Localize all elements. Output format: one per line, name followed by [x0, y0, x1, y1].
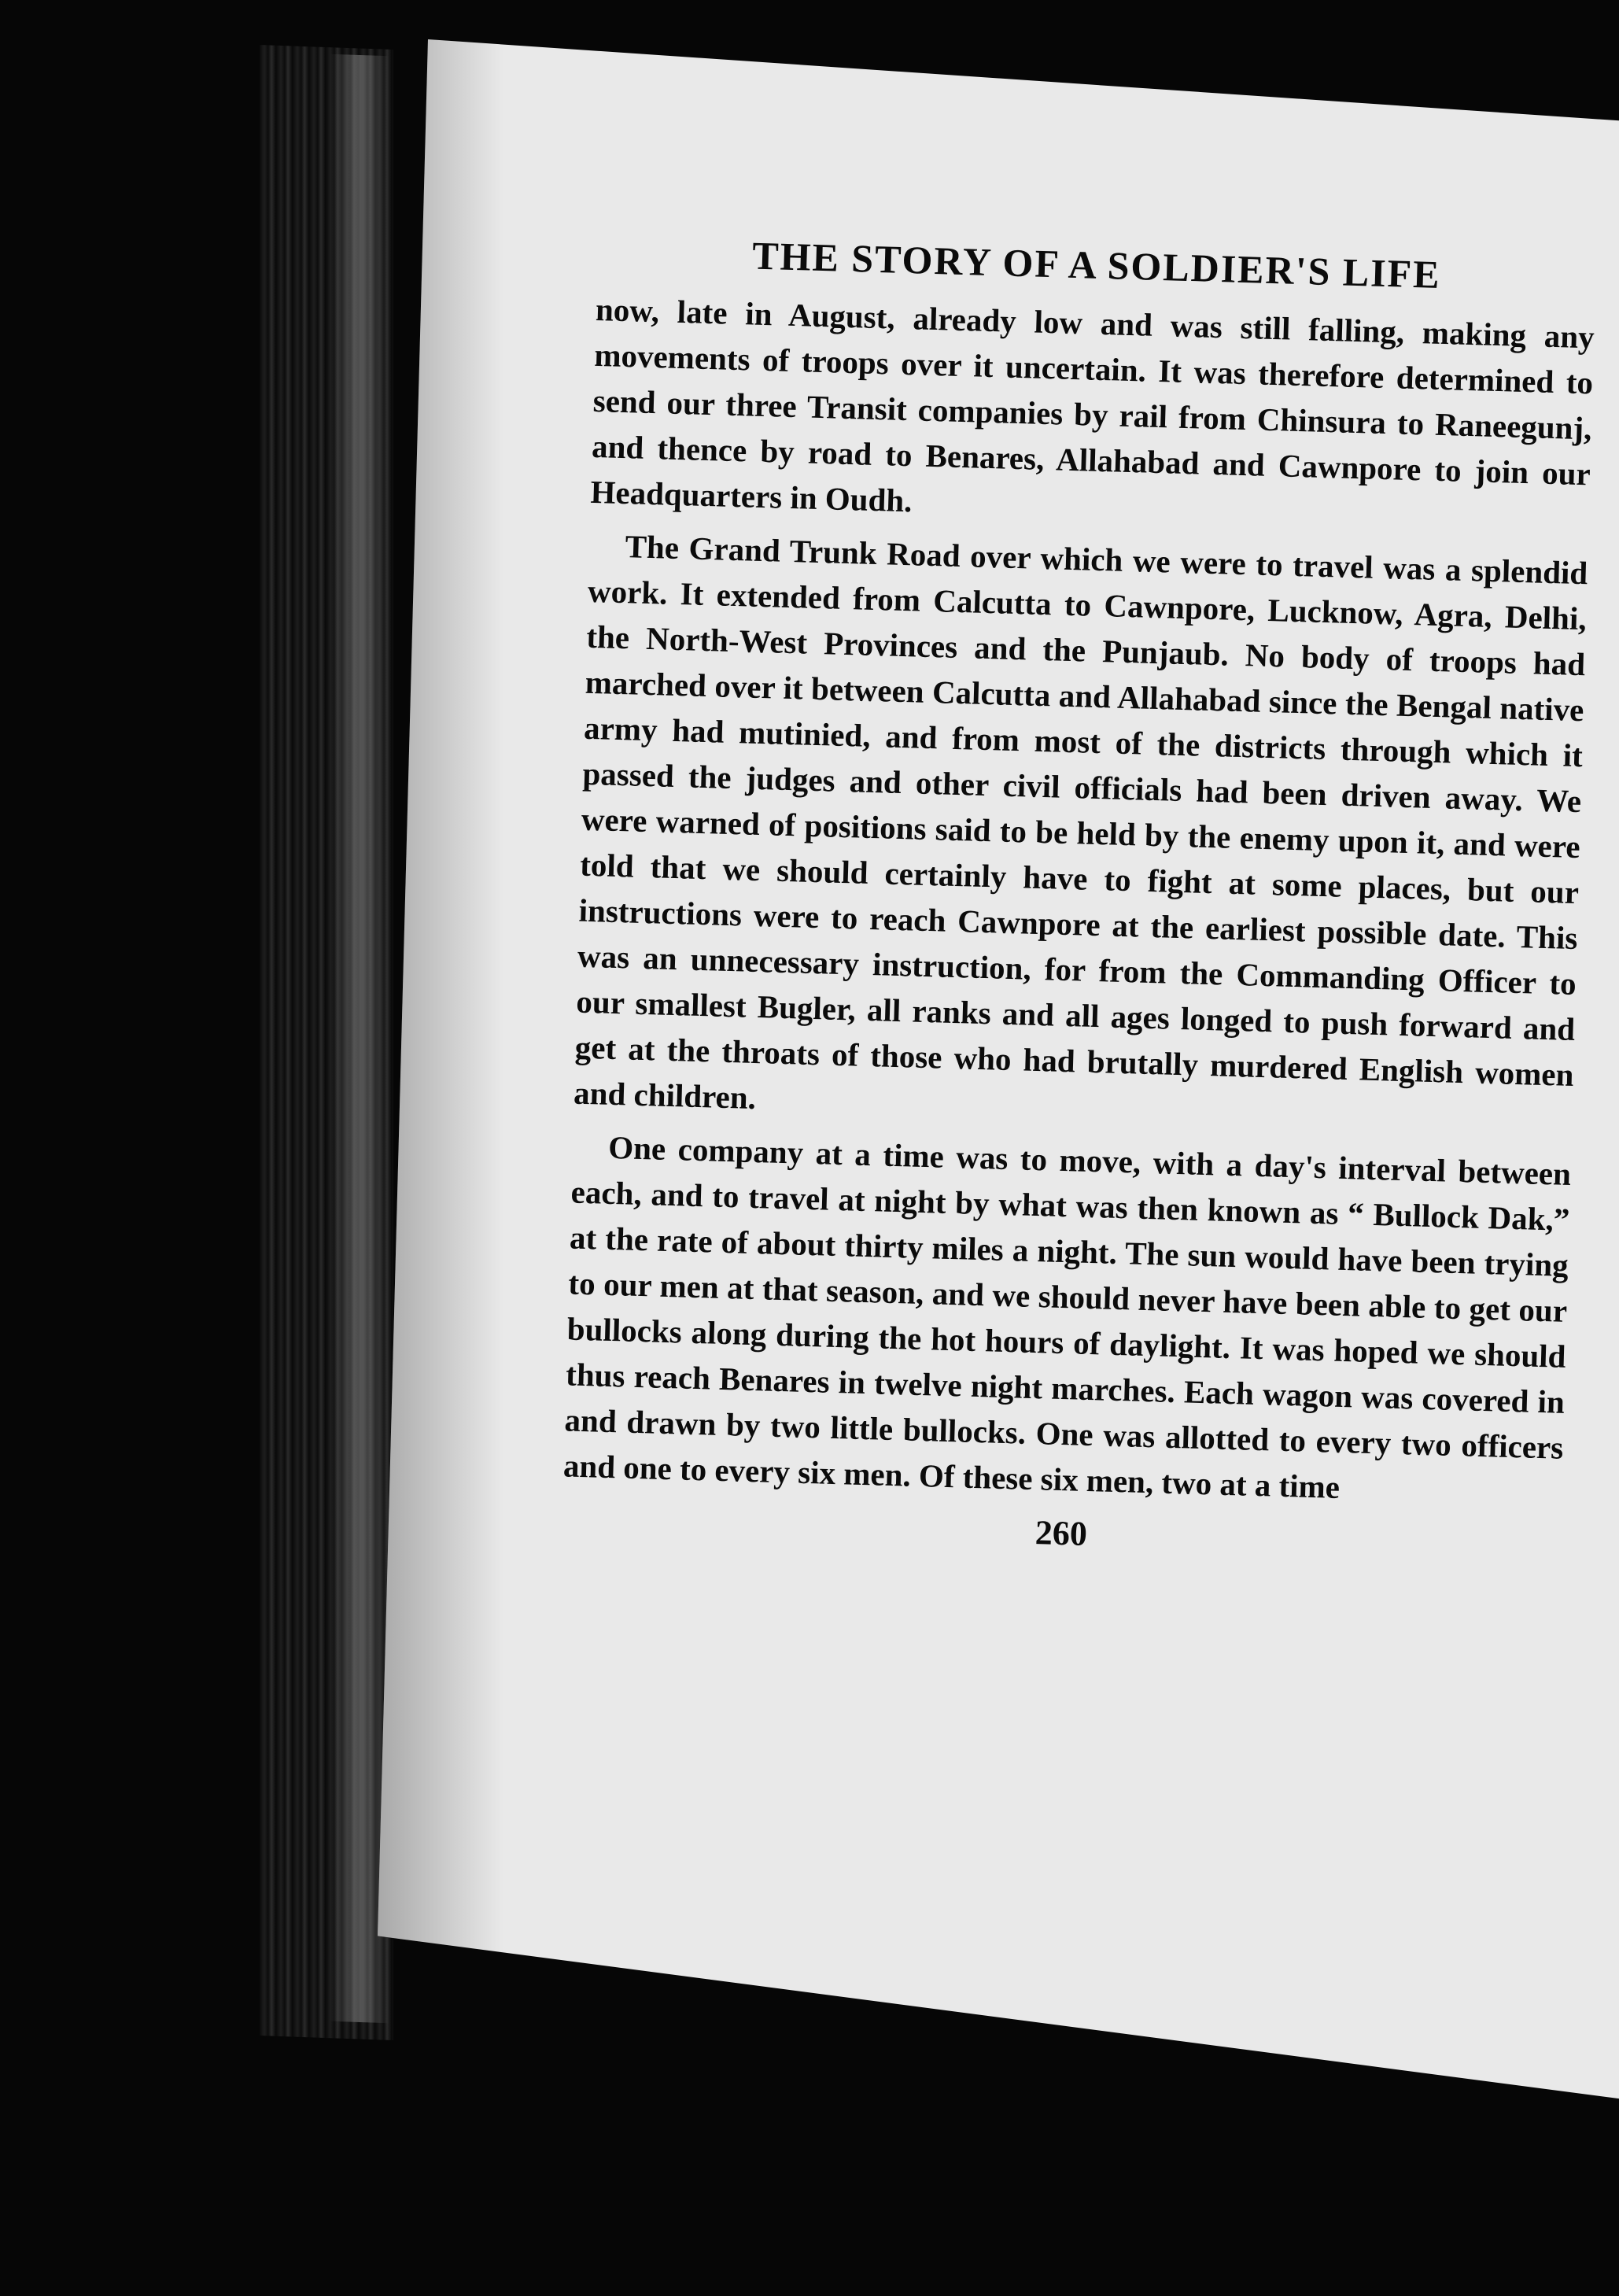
running-head: THE STORY OF A SOLDIER'S LIFE — [751, 233, 1442, 297]
paragraph-3: One company at a time was to move, with a day's interval between each, and to travel at night by what was then known as “ Bullock Dak,” at the rate of about thirty miles a night. The sun would have been trying to our men at that season, and we should never have been able to get our bullocks along during the hot hours of daylight. It was hoped we should thus reach Benares in twelve night marches. Each wagon was covered in and drawn by two little bullocks. One was allotted to every two officers and one to every six men. Of these six men, two at a time — [562, 1128, 1572, 1505]
paragraph-1: now, late in August, already low and was still falling, making any movements of troops over it uncertain. It was therefore determined to send our three Transit companies by rail from Chinsura to Raneegunj, and thence by road to Benares, Allahabad and Cawnpore to join our Headquarters in Oudh. — [590, 290, 1595, 519]
page-edge-highlight — [330, 54, 389, 2024]
page-content — [561, 228, 1596, 1567]
paragraph-2: The Grand Trunk Road over which we were to travel was a splendid work. It extended from Calcutta to Cawnpore, Lucknow, Agra, Delhi, the North-West Provinces and the Punjaub. No body of troops had marched over it between Calcutta and Allahabad since the Bengal native army had mutinied, and from most of the districts through which it passed the judges and other civil officials had been driven away. We were warned of positions said to be held by the enemy upon it, and were told that we should certainly have to fight at some places, but our instructions were to reach Cawnpore at the earliest possible date. This was an unnecessary instruction, for from the Commanding Officer to our smallest Bugler, all ranks and all ages longed to push forward and get at the throats of those who had brutally murdered English women and children. — [573, 528, 1588, 1117]
page-number: 260 — [1034, 1513, 1088, 1554]
